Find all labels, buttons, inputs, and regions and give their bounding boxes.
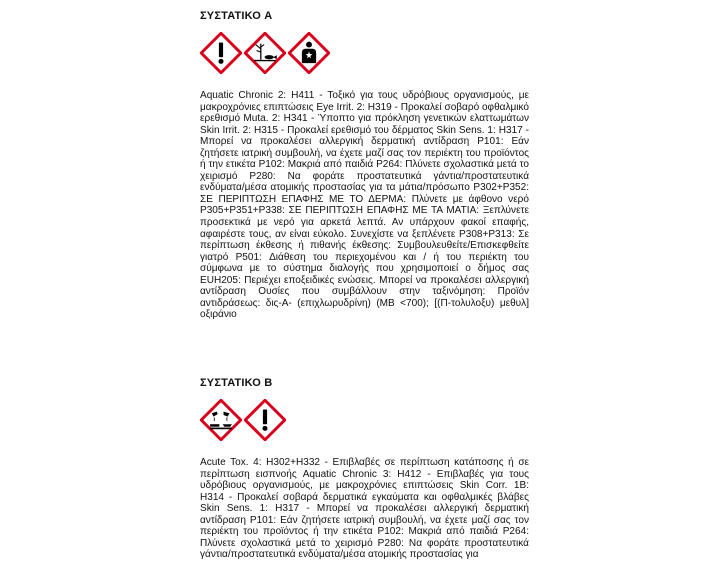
- environment-hazard-icon: [244, 32, 286, 74]
- section-a: [200, 9, 529, 321]
- section-b-title: ΣΥΣΤΑΤΙΚΟ B: [200, 377, 273, 389]
- corrosion-icon: [200, 399, 242, 441]
- exclamation-mark-icon: [244, 399, 286, 441]
- exclamation-mark-icon: [200, 32, 242, 74]
- health-hazard-icon: [288, 32, 330, 74]
- section-a-title: ΣΥΣΤΑΤΙΚΟ A: [200, 10, 273, 22]
- section-b-hazard-text: Acute Tox. 4: H302+H332 - Επιβλαβές σε περίπτωση κατάποσης ή σε περίπτωση εισπνοής Aquatic Chronic 3: H412 - Επιβλαβές για τους υδρόβιους οργανισμούς, με μακροχρόνιες επιπτώσεις Skin Corr. 1B: H314 - Προκαλεί σοβαρά δερματικά εγκαύματα και οφθαλμικές βλάβες Skin Sens. 1: H317 - Μπορεί να προκαλέσει αλλεργική δερματική αντίδραση P101: Εάν ζητήσετε ιατρική συμβουλή, να έχετε μαζί σας τον περιέκτη του προϊόντος ή την ετικέτα P102: Μακριά από παιδιά P264: Πλύνετε σχολαστικά μετά το χειρισμό P280: Να φοράτε προστατευτικά γάντια/προστατευτικά ενδύματα/μέσα ατομικής προστασίας για: [200, 457, 529, 561]
- section-a-hazard-text: Aquatic Chronic 2: H411 - Τοξικό για τους υδρόβιους οργανισμούς, με μακροχρόνιες επιπτώσεις Eye Irrit. 2: H319 - Προκαλεί σοβαρό οφθαλμικό ερεθισμό Muta. 2: H341 - Ύποπτο για πρόκληση γενετικών ελαττωμάτων Skin Irrit. 2: H315 - Προκαλεί ερεθισμό του δέρματος Skin Sens. 1: H317 - Μπορεί να προκαλέσει αλλεργική δερματική αντίδραση P101: Εάν ζητήσετε ιατρική συμβουλή, να έχετε μαζί σας τον περιέκτη του προϊόντος ή την ετικέτα P102: Μακριά από παιδιά P264: Πλύνετε σχολαστικά μετά το χειρισμό P280: Να φοράτε προστατευτικά γάντια/προστατευτικά ενδύματα/μέσα ατομικής προστασίας για τα μάτια/πρόσωπο P302+P352: ΣΕ ΠΕΡΙΠΤΩΣΗ ΕΠΑΦΗΣ ΜΕ ΤΟ ΔΕΡΜΑ: Πλύνετε με άφθονο νερό P305+P351+P338: ΣΕ ΠΕΡΙΠΤΩΣΗ ΕΠΑΦΗΣ ΜΕ ΤΑ ΜΑΤΙΑ: Ξεπλύνετε προσεκτικά με νερό για αρκετά λεπτά. Αν υπάρχουν φακοί επαφής, αφαιρέστε τους, αν είναι εύκολο. Συνεχίστε να ξεπλένετε P308+P313: Σε περίπτωση έκθεσης ή πιθανής έκθεσης: Συμβουλευθείτε/Επισκεφθείτε γιατρό P501: Διάθεση του περιεχομένου και / ή του περιέκτη του σύμφωνα με το σύστημα διαλογής που χρησιμοποιεί ο δήμος σας EUH205: Περιέχει εποξειδικές ενώσεις. Μπορεί να προκαλέσει αλλεργική αντίδραση Ουσίες που συμβάλλουν στην ταξινόμηση: Προϊόν αντιδράσεως: δις-A- (επιχλωρυδρίνη) (MB <700); [(Π-τολυλοξυ) μεθυλ] οξιράνιο: [200, 90, 529, 321]
- section-a-pictograms: [200, 32, 529, 74]
- section-b-pictograms: [200, 399, 529, 441]
- section-b: [200, 376, 529, 561]
